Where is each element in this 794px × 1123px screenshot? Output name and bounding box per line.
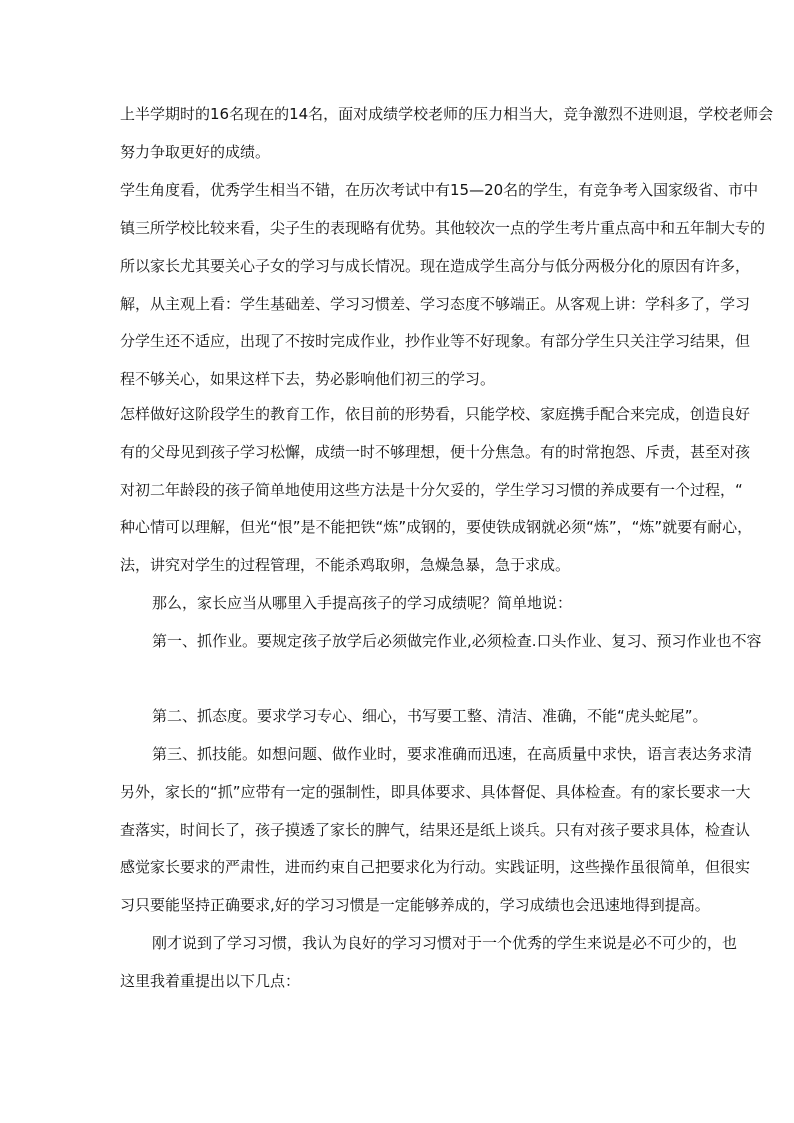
text-line: 这里我着重提出以下几点： bbox=[120, 972, 301, 990]
text-line: 刚才说到了学习习惯，我认为良好的学习习惯对于一个优秀的学生来说是必不可少的，也 bbox=[152, 934, 738, 952]
text-line: 所以家长尤其要关心子女的学习与成长情况。现在造成学生高分与低分两极分化的原因有许多， bbox=[120, 257, 751, 275]
text-line: 查落实，时间长了，孩子摸透了家长的脾气，结果还是纸上谈兵。只有对孩子要求具体，检查认 bbox=[120, 821, 751, 839]
text-line: 法，讲究对学生的过程管理，不能杀鸡取卵，急燥急暴，急于求成。 bbox=[120, 556, 571, 574]
text-line: 对初二年龄段的孩子简单地使用这些方法是十分欠妥的，学生学习习惯的养成要有一个过程，“ bbox=[120, 481, 743, 499]
text-line: 感觉家长要求的严肃性，进而约束自己把要求化为行动。实践证明，这些操作虽很简单，但很实 bbox=[120, 858, 751, 876]
text-line: 努力争取更好的成绩。 bbox=[120, 143, 271, 161]
text-line: 程不够关心，如果这样下去，势必影响他们初三的学习。 bbox=[120, 370, 496, 388]
text-line: 另外，家长的“抓”应带有一定的强制性，即具体要求、具体督促、具体检查。有的家长要求一大 bbox=[120, 783, 751, 801]
text-line: 习只要能坚持正确要求,好的学习习惯是一定能够养成的，学习成绩也会迅速地得到提高。 bbox=[120, 896, 710, 914]
text-line: 分学生还不适应，出现了不按时完成作业，抄作业等不好现象。有部分学生只关注学习结果，但 bbox=[120, 332, 751, 350]
text-line: 解，从主观上看：学生基础差、学习习惯差、学习态度不够端正。从客观上讲：学科多了，学习 bbox=[120, 295, 751, 313]
text-line: 种心情可以理解，但光“恨”是不能把铁“炼”成钢的，要使铁成钢就必须“炼”，“炼”就要有耐心， bbox=[120, 518, 753, 536]
text-line: 第二、抓态度。要求学习专心、细心，书写要工整、清洁、准确，不能“虎头蛇尾”。 bbox=[152, 707, 708, 725]
text-line: 镇三所学校比较来看，尖子生的表现略有优势。其他较次一点的学生考片重点高中和五年制大专的 bbox=[120, 219, 766, 237]
text-line: 第一、抓作业。要规定孩子放学后必须做完作业,必须检查.口头作业、复习、预习作业也不容 bbox=[152, 632, 762, 650]
text-line: 上半学期时的16名现在的14名，面对成绩学校老师的压力相当大，竞争激烈不进则退，学校老师会 bbox=[120, 105, 774, 123]
text-line: 有的父母见到孩子学习松懈，成绩一时不够理想，便十分焦急。有的时常抱怨、斥责，甚至对孩 bbox=[120, 443, 751, 461]
text-line: 学生角度看，优秀学生相当不错，在历次考试中有15—20名的学生，有竞争考入国家级省、市中 bbox=[120, 181, 759, 199]
text-line: 第三、抓技能。如想问题、做作业时，要求准确而迅速，在高质量中求快，语言表达务求清 bbox=[152, 745, 753, 763]
text-line: 怎样做好这阶段学生的教育工作，依目前的形势看，只能学校、家庭携手配合来完成，创造良好 bbox=[120, 405, 751, 423]
text-line: 那么，家长应当从哪里入手提高孩子的学习成绩呢？简单地说： bbox=[152, 594, 573, 612]
